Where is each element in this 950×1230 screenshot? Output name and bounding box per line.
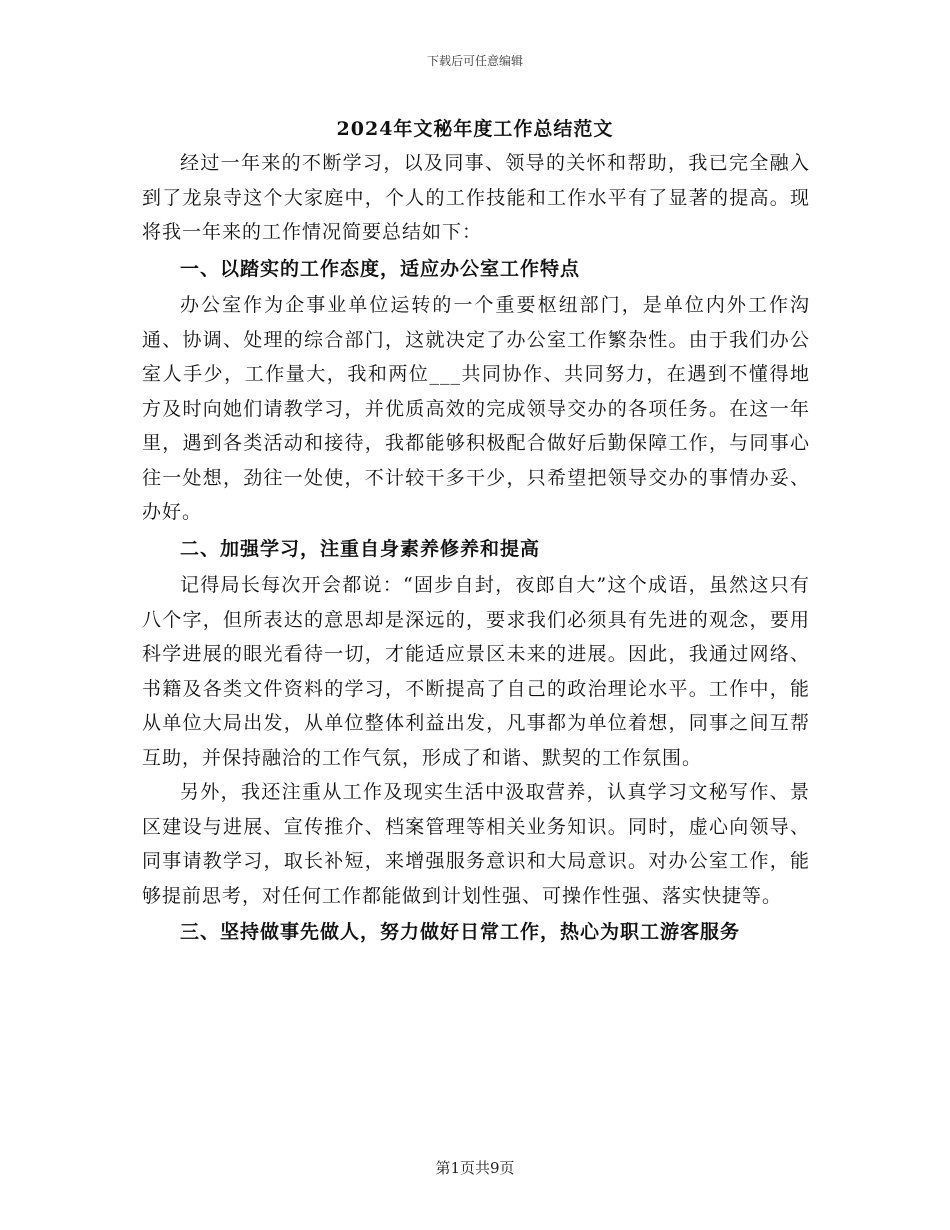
page-number: 第1页共9页 bbox=[435, 1159, 515, 1177]
section-1-heading: 一、以踏实的工作态度，适应办公室工作特点 bbox=[180, 257, 581, 280]
document-body bbox=[142, 146, 810, 952]
section-2-heading: 二、加强学习，注重自身素养修养和提高 bbox=[180, 537, 541, 560]
section-3-heading: 三、坚持做事先做人，努力做好日常工作，热心为职工游客服务 bbox=[180, 921, 741, 943]
intro-paragraph: 经过一年来的不断学习，以及同事、领导的关怀和帮助，我已完全融入到了龙泉寺这个大家庭中，个人的工作技能和工作水平有了显著的提高。现将我一年来的工作情况简要总结如下： bbox=[142, 152, 810, 243]
section-2-paragraph-1: 记得局长每次开会都说：“固步自封，夜郎自大”这个成语，虽然这只有八个字，但所表达的意思却是深远的，要求我们必须具有先进的观念，要用科学进展的眼光看待一切，才能适应景区未来的进展。因此，我通过网络、书籍及各类文件资料的学习，不断提高了自己的政治理论水平。工作中，能从单位大局出发，从单位整体利益出发，凡事都为单位着想，同事之间互帮互助，并保持融洽的工作气氛，形成了和谐、默契的工作氛围。 bbox=[142, 574, 810, 769]
document-title: 2024年文秘年度工作总结范文 bbox=[336, 118, 614, 140]
section-1-paragraph: 办公室作为企事业单位运转的一个重要枢纽部门，是单位内外工作沟通、协调、处理的综合部门，这就决定了办公室工作繁杂性。由于我们办公室人手少，工作量大，我和两位___共同协作、共同努力，在遇到不懂得地方及时向她们请教学习，并优质高效的完成领导交办的各项任务。在这一年里，遇到各类活动和接待，我都能够积极配合做好后勤保障工作，与同事心往一处想，劲往一处使，不计较干多干少，只希望把领导交办的事情办妥、办好。 bbox=[142, 294, 810, 523]
page-header-note: 下载后可任意编辑 bbox=[426, 54, 523, 68]
section-2-paragraph-2: 另外，我还注重从工作及现实生活中汲取营养，认真学习文秘写作、景区建设与进展、宣传推介、档案管理等相关业务知识。同时，虚心向领导、同事请教学习，取长补短，来增强服务意识和大局意识。对办公室工作，能够提前思考，对任何工作都能做到计划性强、可操作性强、落实快捷等。 bbox=[142, 781, 810, 907]
